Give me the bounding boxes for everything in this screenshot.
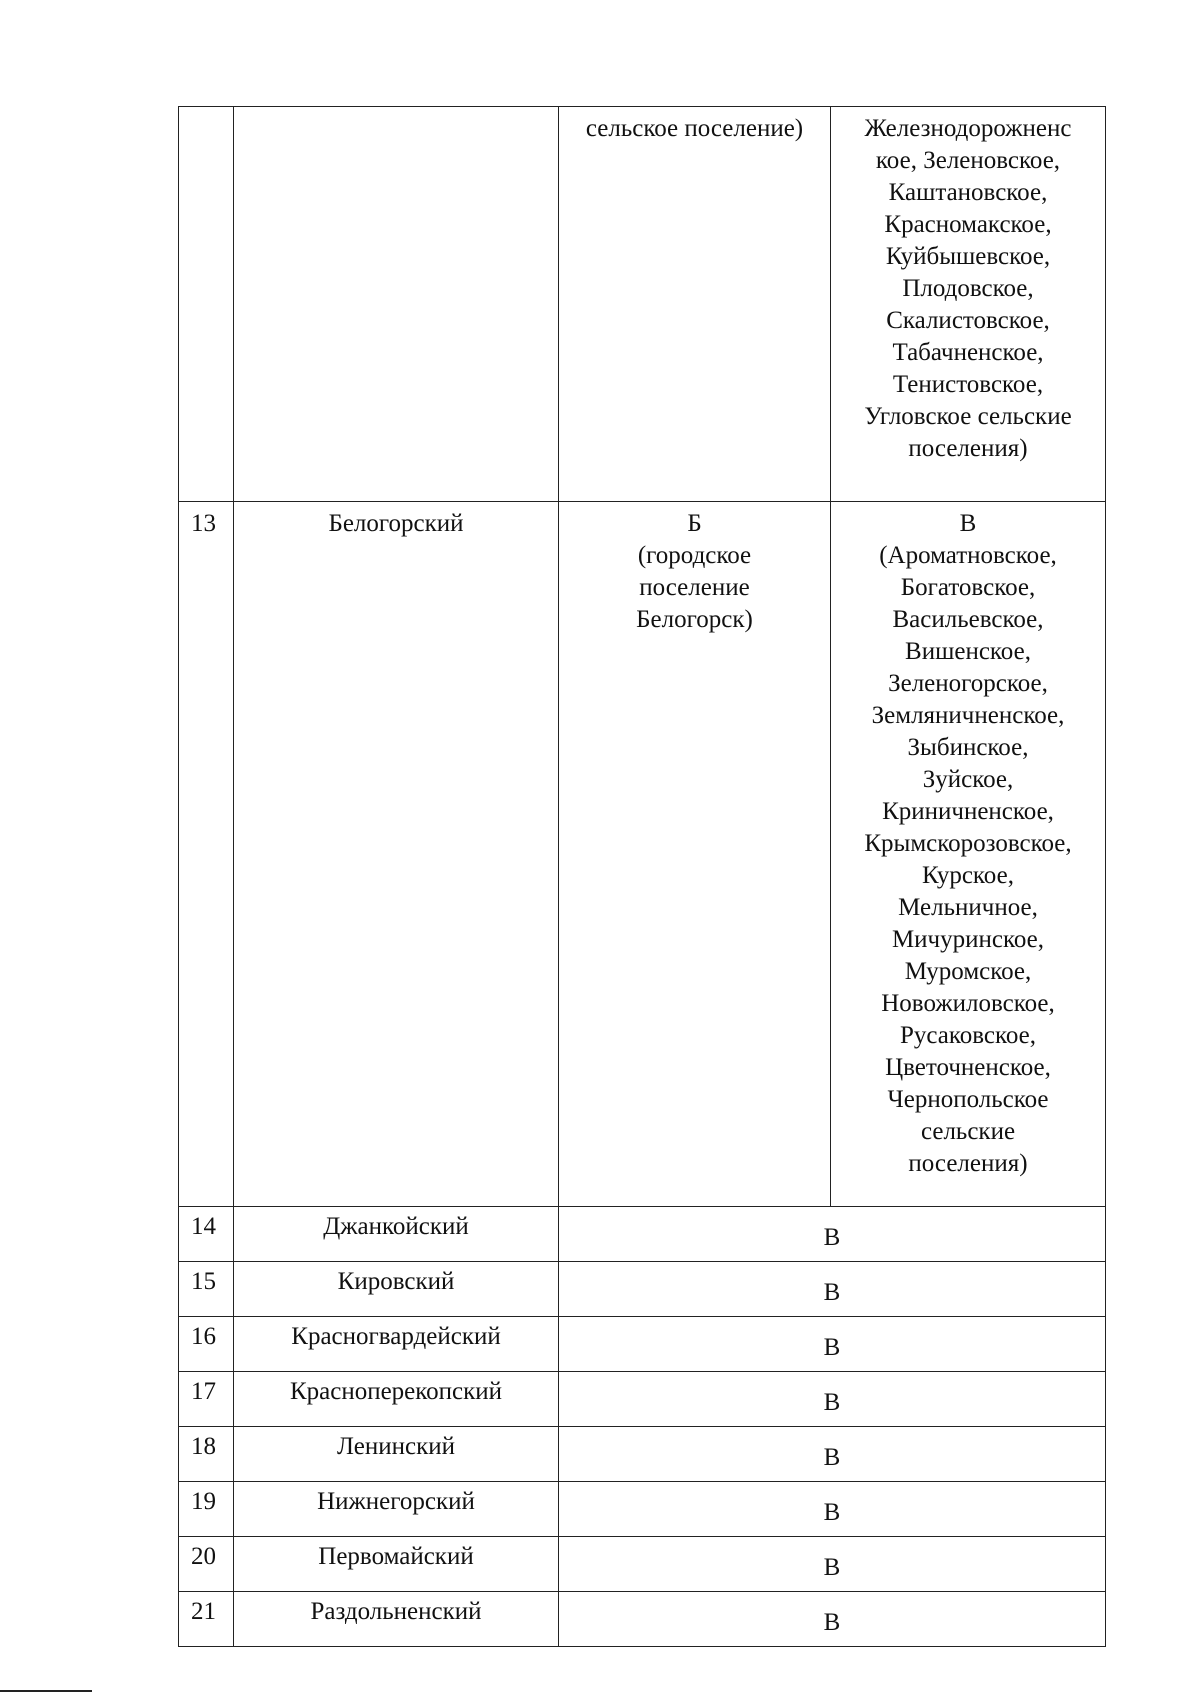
row-number-cell	[179, 1537, 234, 1592]
category-cell	[559, 1482, 1106, 1537]
district-name: Кировский	[337, 1268, 455, 1295]
district-name: Нижнегорский	[317, 1488, 475, 1515]
districts-table	[178, 106, 1106, 1647]
row-number-cell	[179, 107, 234, 502]
table-row	[179, 1262, 1106, 1317]
district-cell	[234, 1207, 559, 1262]
district-name: Красногвардейский	[291, 1323, 501, 1350]
table-row	[179, 1207, 1106, 1262]
category-value: В	[823, 1499, 841, 1526]
row-number: 17	[191, 1378, 216, 1405]
district-cell	[234, 1427, 559, 1482]
category-cell	[559, 1317, 1106, 1372]
table-row	[179, 1482, 1106, 1537]
row-number-cell	[179, 502, 234, 1207]
row-number: 20	[191, 1543, 216, 1570]
district-cell	[234, 502, 559, 1207]
table-row	[179, 1592, 1106, 1647]
category-b-cell	[559, 107, 831, 502]
district-cell	[234, 1537, 559, 1592]
table-row-13	[179, 502, 1106, 1207]
row-number: 14	[191, 1213, 216, 1240]
row-number-cell	[179, 1317, 234, 1372]
row-number: 21	[191, 1598, 216, 1625]
district-cell	[234, 1262, 559, 1317]
category-cell	[559, 1207, 1106, 1262]
category-value: В	[823, 1554, 841, 1581]
row-number: 19	[191, 1488, 216, 1515]
category-cell	[559, 1427, 1106, 1482]
district-cell	[234, 107, 559, 502]
row-number-cell	[179, 1207, 234, 1262]
category-value: В	[823, 1279, 841, 1306]
district-name: Ленинский	[336, 1433, 456, 1460]
district-cell	[234, 1592, 559, 1647]
category-cell	[559, 1592, 1106, 1647]
row-number: 13	[191, 510, 216, 537]
row-number: 15	[191, 1268, 216, 1295]
category-cell	[559, 1372, 1106, 1427]
table-row-continuation	[179, 107, 1106, 502]
category-value: В	[823, 1389, 841, 1416]
category-value: В	[823, 1444, 841, 1471]
category-c-cell	[831, 502, 1106, 1207]
category-c-text: Железнодорожненс кое, Зеленовское, Каштановское, Красномакское, Куйбышевское, Плодовское, Скалистовское, Табачненское, Тенистовское, Угловское сельские поселения)	[864, 115, 1072, 462]
category-c-text: В (Ароматновское, Богатовское, Васильевское, Вишенское, Зеленогорское, Земляничненское, Зыбинское, Зуйское, Криничненское, Крымскорозовское, Курское, Мельничное, Мичуринское, Муромское, Новожиловское, Русаковское, Цветочненское, Чернопольское сельские поселения)	[864, 510, 1072, 1177]
district-name: Джанкойский	[323, 1213, 469, 1240]
category-value: В	[823, 1609, 841, 1636]
footnote-separator-line	[0, 1690, 92, 1692]
district-name: Красноперекопский	[289, 1378, 503, 1405]
district-name: Раздольненский	[310, 1598, 482, 1625]
category-b-cell	[559, 502, 831, 1207]
district-name: Первомайский	[318, 1543, 474, 1570]
category-value: В	[823, 1334, 841, 1361]
district-cell	[234, 1372, 559, 1427]
row-number-cell	[179, 1482, 234, 1537]
category-b-text: Б (городское поселение Белогорск)	[636, 510, 753, 633]
category-cell	[559, 1262, 1106, 1317]
table-row	[179, 1427, 1106, 1482]
category-b-text: сельское поселение)	[585, 115, 804, 142]
row-number-cell	[179, 1592, 234, 1647]
row-number: 18	[191, 1433, 216, 1460]
category-value: В	[823, 1224, 841, 1251]
category-cell	[559, 1537, 1106, 1592]
row-number-cell	[179, 1372, 234, 1427]
row-number-cell	[179, 1427, 234, 1482]
row-number: 16	[191, 1323, 216, 1350]
row-number-cell	[179, 1262, 234, 1317]
table-row	[179, 1372, 1106, 1427]
category-c-cell	[831, 107, 1106, 502]
district-name: Белогорский	[328, 510, 464, 537]
table-row	[179, 1537, 1106, 1592]
district-cell	[234, 1317, 559, 1372]
district-cell	[234, 1482, 559, 1537]
table-row	[179, 1317, 1106, 1372]
